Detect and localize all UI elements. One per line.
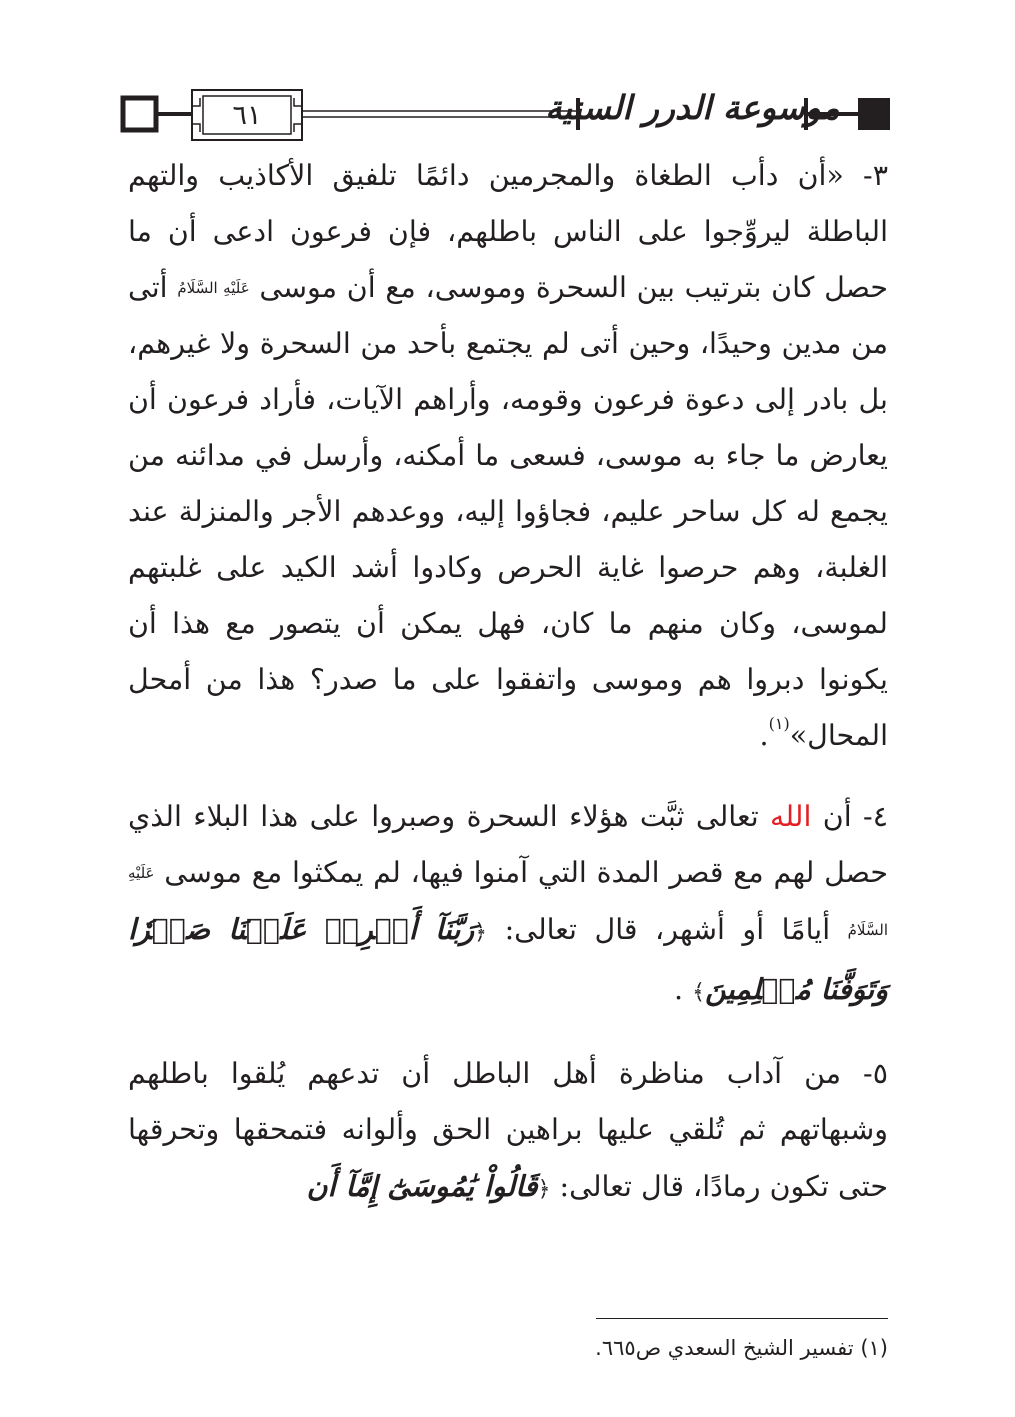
text-run: . (674, 973, 693, 1006)
quran-verse: رَبَّنَآ أَفۡرِغۡ عَلَيۡنَا صَبۡرٗا وَتَوَفَّنَا مُسۡلِمِينَ (128, 912, 888, 1006)
text-run: تعالى ثبَّت هؤلاء السحرة وصبروا على هذا البلاء الذي حصل لهم مع قصر المدة التي آمنوا فيها، لم يمكثوا مع موسى (128, 800, 888, 889)
paragraph-1 (128, 148, 888, 764)
paragraph-3 (128, 1046, 888, 1218)
honorific: عَلَيْهِ السَّلَامُ (128, 864, 888, 939)
text-run: أن (811, 800, 864, 833)
paragraph-number: ٥- (863, 1057, 888, 1090)
verse-bracket: ﴿ (537, 1177, 551, 1202)
text-run: أيامًا أو أشهر، قال تعالى: (487, 913, 848, 946)
honorific: عَلَيْهِ السَّلَامُ (177, 279, 250, 297)
paragraph-number: ٣- (863, 159, 888, 192)
footnote-divider (596, 1318, 888, 1319)
footnotes (400, 1328, 888, 1368)
text-run: «أن دأب الطغاة والمجرمين دائمًا تلفيق الأكاذيب والتهم الباطلة ليروِّجوا على الناس باطلهم، فإن فرعون ادعى أن ما حصل كان بترتيب بين السحرة وموسى، مع أن موسى (128, 159, 888, 304)
paragraph-number: ٤- (863, 800, 888, 833)
text-run: أتى من مدين وحيدًا، وحين أتى لم يجتمع بأحد من السحرة ولا غيرهم، بل بادر إلى دعوة فرعون وقومه، وأراهم الآيات، فأراد فرعون أن يعارض ما جاء به موسى، فسعى ما أمكنه، وأرسل في مدائنه من يجمع له كل ساحر عليم، فجاؤوا إليه، ووعدهم الأجر والمنزلة عند الغلبة، وهم حرصوا غاية الحرص وكادوا أشد الكيد على غلبتهم لموسى، وكان منهم ما كان، فهل يمكن أن يتصور مع هذا أن يكونوا دبروا هم وموسى واتفقوا على ما صدر؟ هذا من أمحل المحال» (128, 271, 888, 752)
verse-bracket: ﴿ (474, 920, 488, 945)
main-text (128, 148, 888, 1243)
book-title: موسوعة الدرر السنية (545, 87, 840, 127)
divine-name: الله (770, 800, 812, 833)
page-number: ٦١ (232, 99, 262, 131)
text-run: من آداب مناظرة أهل الباطل أن تدعهم يُلقوا باطلهم وشبهاتهم ثم تُلقي عليها براهين الحق وألوانه فتمحقها وتحرقها حتى تكون رمادًا، قال تعالى: (128, 1057, 888, 1203)
footnote-item: (١) تفسير الشيخ السعدي ص٦٦٥. (595, 1336, 888, 1360)
text-run: . (759, 719, 769, 752)
verse-bracket: ﴾ (692, 980, 706, 1005)
footnote-reference: (١) (768, 714, 790, 733)
header-ornament (0, 0, 1015, 150)
paragraph-2 (128, 789, 888, 1021)
page-header (0, 0, 1015, 150)
quran-verse: قَالُواْ يَٰمُوسَىٰٓ إِمَّآ أَن (306, 1169, 538, 1203)
